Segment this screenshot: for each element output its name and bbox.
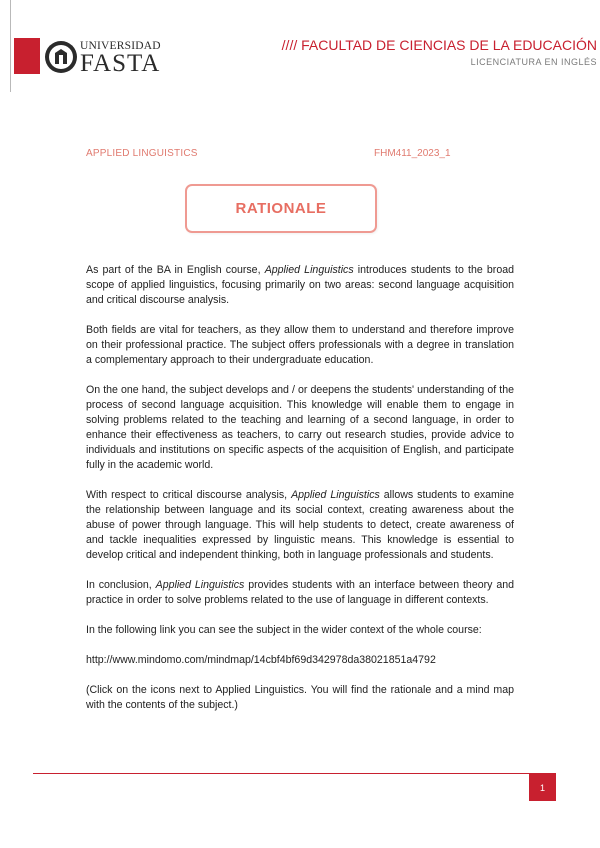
subject-name: APPLIED LINGUISTICS (86, 148, 198, 159)
subject-italic: Applied Linguistics (291, 489, 380, 501)
page-number: 1 (529, 774, 556, 801)
paragraph-link-intro: In the following link you can see the subject in the wider context of the whole course: (86, 624, 482, 636)
paragraph-fields: Both fields are vital for teachers, as they allow them to understand and therefore improve on their professional practice. The subject offers professionals with a degree in translation a complementary approach to their undergraduate education. (86, 324, 514, 366)
footer-rule (33, 773, 556, 774)
paragraph-text: In conclusion, (86, 579, 156, 591)
paragraph-conclusion (86, 578, 514, 608)
paragraph-cda (86, 488, 514, 563)
paragraph-text: allows students to examine the relationship between language and its social context, creating awareness about the abuse of power through language. This will help students to detect, create awareness of and tackle inequalities expressed by linguistic means. This knowledge is essential to develop critical and independent thinking, both in language professionals and students. (86, 489, 515, 561)
logo-text-universidad: UNIVERSIDAD (80, 40, 161, 52)
paragraph-text: introduces students to the broad scope of applied linguistics, focusing primarily on two areas: second language acquisition and critical discourse analysis. (86, 264, 514, 306)
paragraph-text: provides students with an interface between theory and practice in order to solve problems related to the use of language in different contexts. (86, 579, 514, 606)
career-subtitle: LICENCIATURA EN INGLÉS (470, 57, 597, 67)
paragraph-instructions: (Click on the icons next to Applied Linguistics. You will find the rationale and a mind map with the contents of the subject.) (86, 684, 514, 711)
section-title: RATIONALE (235, 200, 327, 217)
paragraph-sla: On the one hand, the subject develops and / or deepens the students' understanding of the process of second language acquisition. This knowledge will enable them to engage in solving problems related to the teaching and learning of a second language, in order to enhance their effectiveness as teachers, to carry out research studies, provide advice to individuals and institutions on specific aspects of the acquisition of English, and participate fully in the academic world. (86, 384, 514, 471)
section-title-box (185, 184, 377, 233)
subject-italic: Applied Linguistics (155, 579, 245, 591)
paragraph-text: As part of the BA in English course, (86, 264, 265, 276)
paragraph-intro (86, 263, 514, 308)
document-body (86, 263, 514, 713)
mindmap-link[interactable]: http://www.mindomo.com/mindmap/14cbf4bf69d342978da38021851a4792 (86, 654, 436, 666)
logo-seal-icon (44, 40, 78, 74)
subject-code: FHM411_2023_1 (374, 148, 451, 159)
faculty-title: //// FACULTAD DE CIENCIAS DE LA EDUCACIÓN (281, 37, 597, 53)
subject-italic: Applied Linguistics (264, 264, 354, 276)
paragraph-text: With respect to critical discourse analysis, (86, 489, 292, 501)
logo-text-fasta: FASTA (80, 50, 161, 77)
left-margin-rule (10, 0, 11, 92)
logo-red-block (14, 38, 40, 74)
